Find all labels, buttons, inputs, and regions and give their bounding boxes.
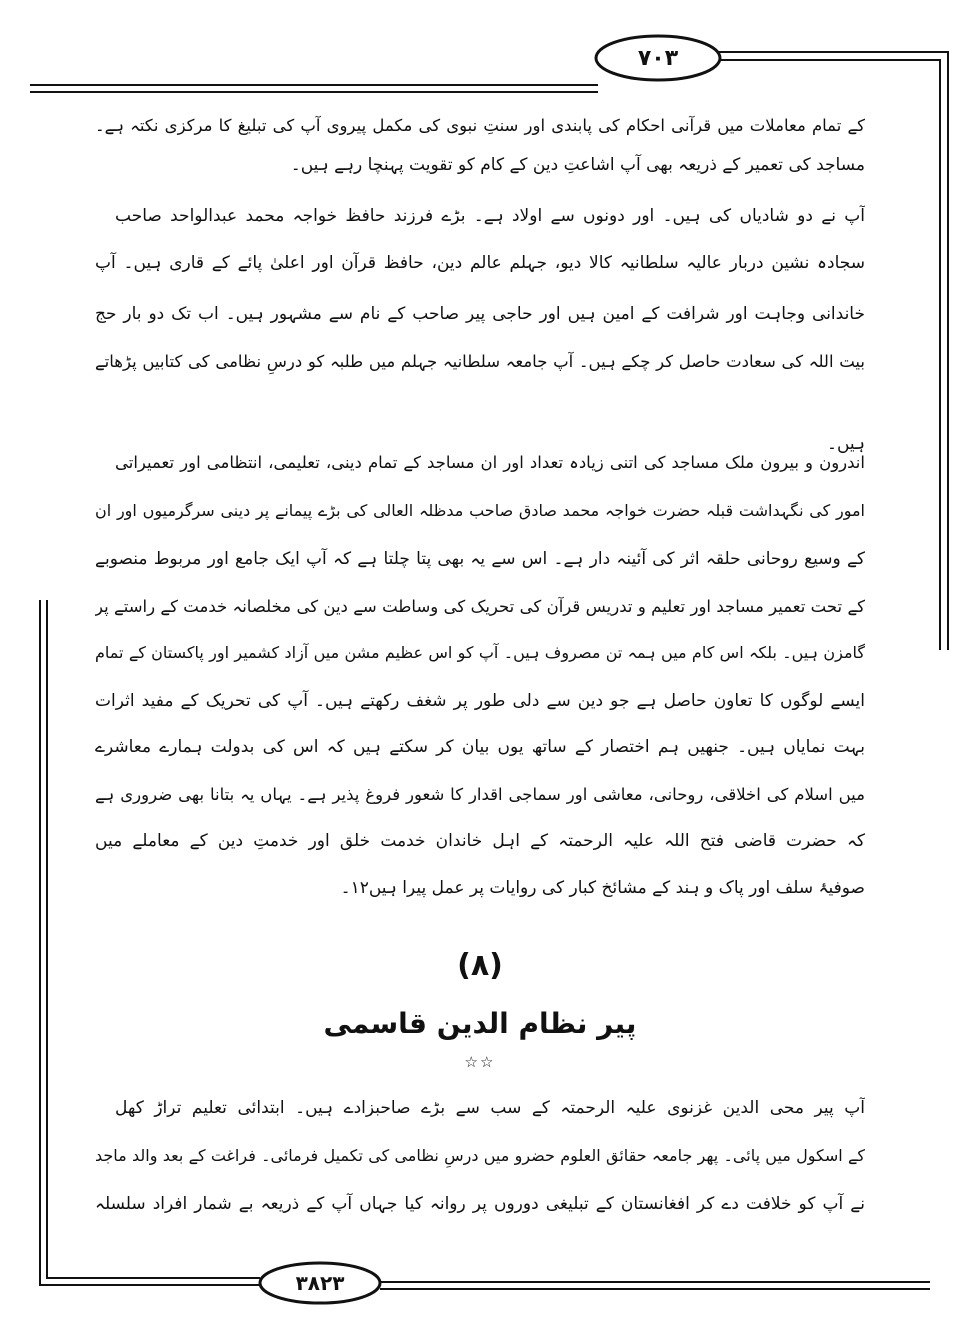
text-line: کے وسیع روحانی حلقہ اثر کی آئینہ دار ہے۔ اس سے یہ بھی پتا چلتا ہے کہ آپ ایک جامع اور مربوط منصوبے <box>95 549 865 569</box>
text-line: نے آپ کو خلافت دے کر افغانستان کے تبلیغی دوروں پر روانہ کیا جہاں آپ کے ذریعہ بے شمار افراد سلسلہ <box>95 1194 865 1214</box>
chapter-number: (۸) <box>457 948 503 983</box>
text-line: ہیں۔ <box>827 434 865 454</box>
chapter-title: پیر نظام الدین قاسمی <box>323 1007 637 1040</box>
page-number-top: ۷۰۳ <box>637 46 679 71</box>
page-number-bottom: ۳۸۲۳ <box>295 1271 345 1295</box>
text-line: ایسے لوگوں کا تعاون حاصل ہے جو دین سے دلی طور پر شغف رکھتے ہیں۔ آپ کی تحریک کے مفید اثرات <box>95 691 865 711</box>
text-line: کے تمام معاملات میں قرآنی احکام کی پابندی اور سنتِ نبوی کی مکمل پیروی آپ کی تبلیغ کا مرکزی نکتہ ہے۔ <box>95 116 865 135</box>
text-line: کے اسکول میں پائی۔ پھر جامعہ حقائق العلوم حضرو میں درسِ نظامی کی تکمیل فرمائی۔ فراغت کے بعد والد ماجد <box>95 1146 865 1165</box>
text-line: بہت نمایاں ہیں۔ جنھیں ہم اختصار کے ساتھ یوں بیان کر سکتے ہیں کہ اس کی بدولت ہمارے معاشرے <box>95 737 865 757</box>
text-line: آپ نے دو شادیاں کی ہیں۔ اور دونوں سے اولاد ہے۔ بڑے فرزند حافظ خواجہ محمد عبدالواحد صاحب <box>115 206 865 226</box>
text-line: امور کی نگہداشت قبلہ حضرت خواجہ محمد صادق صاحب مدظلہ العالی کی بڑے پیمانے پر دینی سرگرمیوں اور ان <box>95 501 865 520</box>
text-line: آپ پیر محی الدین غزنوی علیہ الرحمتہ کے سب سے بڑے صاحبزادے ہیں۔ ابتدائی تعلیم تراڑ کھل <box>115 1098 865 1118</box>
text-line: بیت اللہ کی سعادت حاصل کر چکے ہیں۔ آپ جامعہ سلطانیہ جہلم میں طلبہ کو درسِ نظامی کی کتابیں پڑھاتے <box>95 352 865 371</box>
text-line: کہ حضرت قاضی فتح اللہ علیہ الرحمتہ کے اہل خاندان خدمت خلق اور خدمتِ دین کے معاملے میں <box>95 831 865 851</box>
text-line: صوفیۂ سلف اور پاک و ہند کے مشائخ کبار کی روایات پر عمل پیرا ہیں۱۲۔ <box>340 878 865 898</box>
text-line: خاندانی وجاہت اور شرافت کے امین ہیں اور حاجی پیر صاحب کے نام سے مشہور ہیں۔ اب تک دو بار حج <box>95 304 865 324</box>
decorative-stars: ☆☆ <box>464 1053 496 1071</box>
text-line: گامزن ہیں۔ بلکہ اس کام میں ہمہ تن مصروف ہیں۔ آپ کو اس عظیم مشن میں آزاد کشمیر اور پاکستان کے تمام <box>95 643 865 662</box>
text-line: سجادہ نشین دربار عالیہ سلطانیہ کالا دیو، جہلم عالم دین، حافظ قرآن اور اعلیٰ پائے کے قاری ہیں۔ آپ <box>95 253 865 273</box>
text-line: کے تحت تعمیر مساجد اور تعلیم و تدریس قرآن کی تحریک کی وساطت سے دین کی مخلصانہ خدمت کے راستے پر <box>95 597 865 616</box>
text-line: میں اسلام کی اخلاقی، روحانی، معاشی اور سماجی اقدار کا شعور فروغ پذیر ہے۔ یہاں یہ بتانا بھی ضروری ہے <box>95 785 865 804</box>
text-line: اندرون و بیرون ملک مساجد کی اتنی زیادہ تعداد اور ان مساجد کے تمام دینی، تعلیمی، انتظامی اور تعمیراتی <box>115 453 865 472</box>
text-line: مساجد کی تعمیر کے ذریعہ بھی آپ اشاعتِ دین کے کام کو تقویت پہنچا رہے ہیں۔ <box>290 155 865 175</box>
